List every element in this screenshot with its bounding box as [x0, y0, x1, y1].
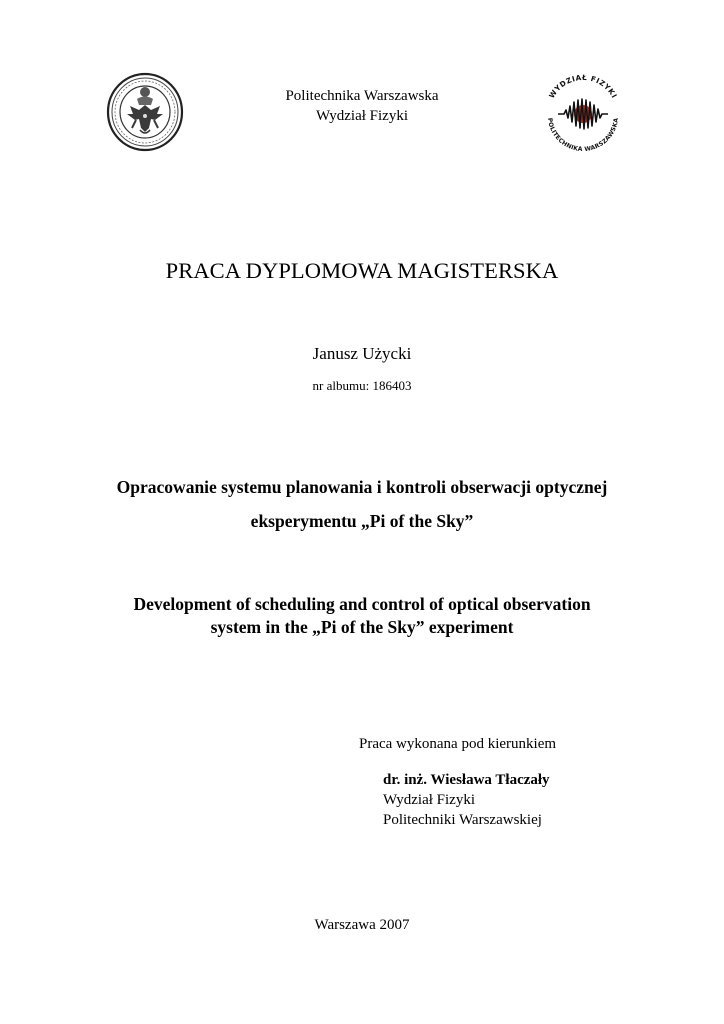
supervisor-name: dr. inż. Wiesława Tłaczały	[383, 772, 550, 788]
album-number: nr albumu: 186403	[312, 378, 412, 393]
institution-name: Politechnika Warszawska	[285, 88, 439, 104]
supervisor-intro: Praca wykonana pod kierunkiem	[359, 736, 557, 752]
thesis-title-polish-line-1: Opracowanie systemu planowania i kontroli obserwacji optycznej	[116, 477, 608, 497]
faculty-name: Wydział Fizyki	[316, 108, 408, 124]
supervisor-department: Wydział Fizyki	[383, 792, 475, 808]
svg-text:POLITECHNIKA WARSZAWSKA: POLITECHNIKA WARSZAWSKA	[546, 117, 621, 154]
place-and-year: Warszawa 2007	[314, 917, 410, 933]
thesis-title-polish-line-2: eksperymentu „Pi of the Sky”	[250, 511, 474, 531]
thesis-type-heading: PRACA DYPLOMOWA MAGISTERSKA	[165, 258, 559, 283]
svg-text:WYDZIAŁ FIZYKI: WYDZIAŁ FIZYKI	[547, 72, 620, 100]
thesis-title-english-line-2: system in the „Pi of the Sky” experiment	[210, 617, 514, 637]
supervisor-university: Politechniki Warszawskiej	[383, 812, 542, 828]
author-name: Janusz Użycki	[312, 344, 412, 363]
thesis-title-english-line-1: Development of scheduling and control of optical observation	[133, 594, 591, 614]
